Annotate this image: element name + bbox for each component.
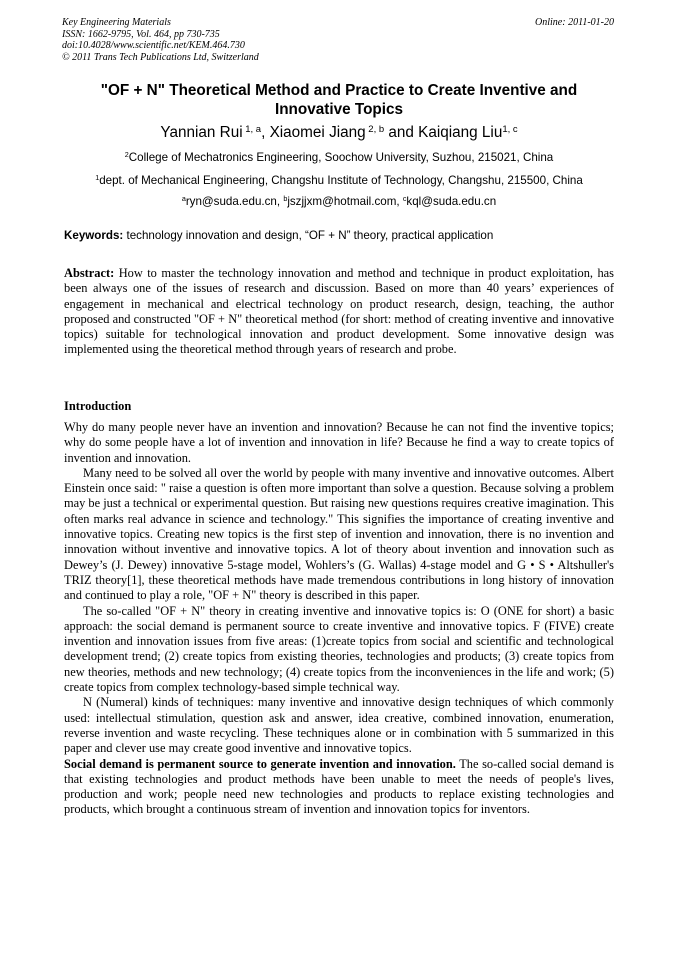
keywords-label: Keywords: <box>64 229 124 242</box>
author-list <box>64 123 614 142</box>
email-address: jszjjxm@hotmail.com, <box>287 195 403 208</box>
email-address: ryn@suda.edu.cn, <box>185 195 284 208</box>
title-line-2: Innovative Topics <box>274 101 404 118</box>
abstract-label: Abstract: <box>64 266 115 280</box>
email-mark: a <box>181 194 186 204</box>
abstract-text: How to master the technology innovation and method and technique in product exploitation, has been always one of the issues of research and discussion. Based on more than 40 years’ experiences of engagement in mechanical and electrical technology on product research, design, teaching, the author proposed and constructed "OF + N" theoretical method (for short: method of creating inventive and innovative topics) suitable for technological innovation and product development. Some innovative design was implemented using the theoretical method through years of research and probe. <box>64 266 614 357</box>
affiliation-text: dept. of Mechanical Engineering, Changshu Institute of Technology, Changshu, 215500, China <box>99 174 583 187</box>
author-affiliation-mark: 2, b <box>368 124 385 136</box>
affiliation-text: College of Mechatronics Engineering, Soochow University, Suzhou, 215021, China <box>128 151 554 164</box>
author-affiliation-mark: 1, a <box>245 124 262 136</box>
keywords <box>64 229 614 243</box>
paper-title <box>64 81 614 119</box>
paragraph: Many need to be solved all over the world by people with many inventive and innovative outcomes. Albert Einstein once said: " raise a question is often more important than solve a question. Because solving a problem may be just a technical or experimental question. But raising new questions requires creative imagination. This often marks real advance in science and technology." This signifies the importance of creating inventive and innovative topics. Creating new topics is the first step of invention and innovation, there is no invention and innovation without inventive and innovative topics. A lot of theory about invention and innovation such as Dewey’s (J. Dewey) innovative 5-stage model, Wohlers’s (G. Wallas) 4-stage model and G • S • Altshuller's TRIZ theory[1], these theoretical methods have made tremendous contributions in long history of innovation and continued to play a role, "OF + N" theory is described in this paper. <box>64 465 614 603</box>
section-heading-introduction: Introduction <box>64 399 132 413</box>
paragraph: Why do many people never have an invention and innovation? Because he can not find the inventive topics; why do some people have a lot of invention and innovation in life? Because he find a way to create topics of invention and innovation. <box>64 420 614 465</box>
online-date: Online: 2011-01-20 <box>535 17 614 28</box>
author-affiliation-mark: 1, c <box>502 124 518 136</box>
author-separator: , <box>261 124 270 141</box>
paragraph-lead-bold: Social demand is permanent source to generate invention and innovation. <box>64 756 456 771</box>
introduction-body <box>64 420 614 818</box>
author-name: Xiaomei Jiang <box>269 124 366 141</box>
journal-header <box>62 17 259 63</box>
author-name: Kaiqiang Liu <box>418 124 503 141</box>
email-address: kql@suda.edu.cn <box>406 195 497 208</box>
paragraph: The so-called "OF + N" theory in creating inventive and innovative topics is: O (ONE for short) a basic approach: the social demand is permanent source to create inventive and innovative topics. F (FIVE) create invention and innovation issues from five areas: (1)create topics from social and scientific and technological development trend; (2) create topics from existing theories, technologies and products; (3) create topics from new theories, methods and new technology; (4) create topics from the inconveniences in the life and work; (5) create topics from complex technology-based simple technical way. <box>64 603 614 695</box>
copyright-line: © 2011 Trans Tech Publications Ltd, Switzerland <box>62 51 259 63</box>
journal-name: Key Engineering Materials <box>62 17 171 28</box>
author-name: Yannian Rui <box>160 124 243 141</box>
author-separator: and <box>384 124 419 141</box>
affiliation-mark: 2 <box>124 150 129 160</box>
email-mark: c <box>402 194 407 204</box>
paragraph <box>64 757 614 818</box>
keywords-text: technology innovation and design, “OF + N” theory, practical application <box>123 229 494 242</box>
doi-line: doi:10.4028/www.scientific.net/KEM.464.730 <box>62 40 245 51</box>
affiliation-mark: 1 <box>95 173 100 183</box>
title-line-1: "OF + N" Theoretical Method and Practice to Create Inventive and <box>100 82 578 99</box>
abstract <box>64 266 614 358</box>
affiliation <box>64 174 614 188</box>
affiliation <box>64 151 614 165</box>
paragraph: N (Numeral) kinds of techniques: many inventive and innovative design techniques of which commonly used: intellectual stimulation, question ask and answer, idea creative, combined innovation, enumeration, reverse invention and waste recycling. These techniques alone or in combination with 5 summarized in this paper and clever use may create good inventive and innovative topics. <box>64 695 614 756</box>
email-mark: b <box>283 194 288 204</box>
paragraph-text: The so-called social demand is that existing technologies and product methods have been unable to meet the needs of people's lives, production and work; people need new technologies and products to replace existing technologies and products, which brought a continuous stream of invention and innovation topics for inventors. <box>64 756 615 817</box>
author-emails <box>64 195 614 209</box>
issn-line: ISSN: 1662-9795, Vol. 464, pp 730-735 <box>62 28 220 40</box>
